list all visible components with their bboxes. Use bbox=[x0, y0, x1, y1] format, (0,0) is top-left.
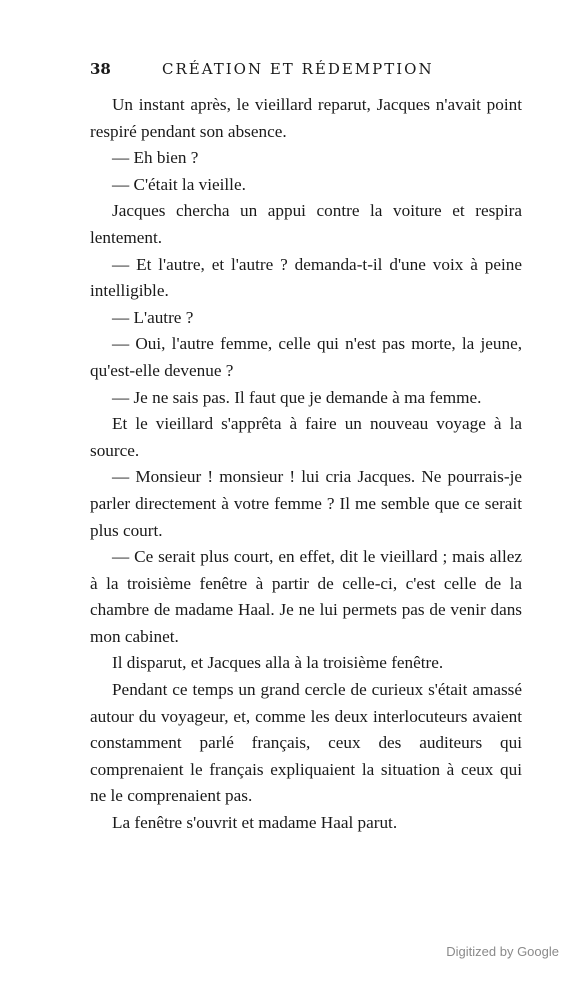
page-header bbox=[90, 60, 530, 84]
paragraph: — Oui, l'autre femme, celle qui n'est pas morte, la jeune, qu'est-elle devenue ? bbox=[90, 334, 522, 380]
paragraph: — C'était la vieille. bbox=[112, 174, 246, 194]
page-number: 38 bbox=[90, 60, 111, 78]
paragraph: Il disparut, et Jacques alla à la troisième fenêtre. bbox=[112, 653, 444, 673]
paragraph: La fenêtre s'ouvrit et madame Haal parut. bbox=[112, 813, 398, 833]
paragraph: Pendant ce temps un grand cercle de curieux s'était amassé autour du voyageur, et, comme les deux interlocuteurs avaient constamment parlé français, ceux des auditeurs qui comprenaient le français expliquaient la situation à ceux qui ne le comprenaient pas. bbox=[90, 680, 522, 806]
paragraph: — Ce serait plus court, en effet, dit le vieillard ; mais allez à la troisième fenêtre à partir de celle-ci, c'est celle de la chambre de madame Haal. Je ne lui permets pas de venir dans mon cabinet. bbox=[90, 547, 522, 646]
paragraph: Un instant après, le vieillard reparut, Jacques n'avait point respiré pendant son absence. bbox=[90, 95, 522, 141]
body-text bbox=[90, 92, 522, 837]
paragraph: Et le vieillard s'apprêta à faire un nouveau voyage à la source. bbox=[90, 414, 522, 460]
paragraph: — Monsieur ! monsieur ! lui cria Jacques. Ne pourrais-je parler directement à votre femme ? Il me semble que ce serait plus court. bbox=[90, 467, 522, 540]
paragraph: Jacques chercha un appui contre la voiture et respira lentement. bbox=[90, 201, 522, 247]
paragraph: — Et l'autre, et l'autre ? demanda-t-il d'une voix à peine intelligible. bbox=[90, 254, 522, 301]
paragraph: — Je ne sais pas. Il faut que je demande à ma femme. bbox=[112, 387, 482, 407]
paragraph: — L'autre ? bbox=[112, 307, 194, 327]
digitized-watermark: Digitized by Google bbox=[446, 944, 559, 959]
running-title: CRÉATION ET RÉDEMPTION bbox=[162, 60, 434, 78]
paragraph: — Eh bien ? bbox=[112, 148, 199, 168]
